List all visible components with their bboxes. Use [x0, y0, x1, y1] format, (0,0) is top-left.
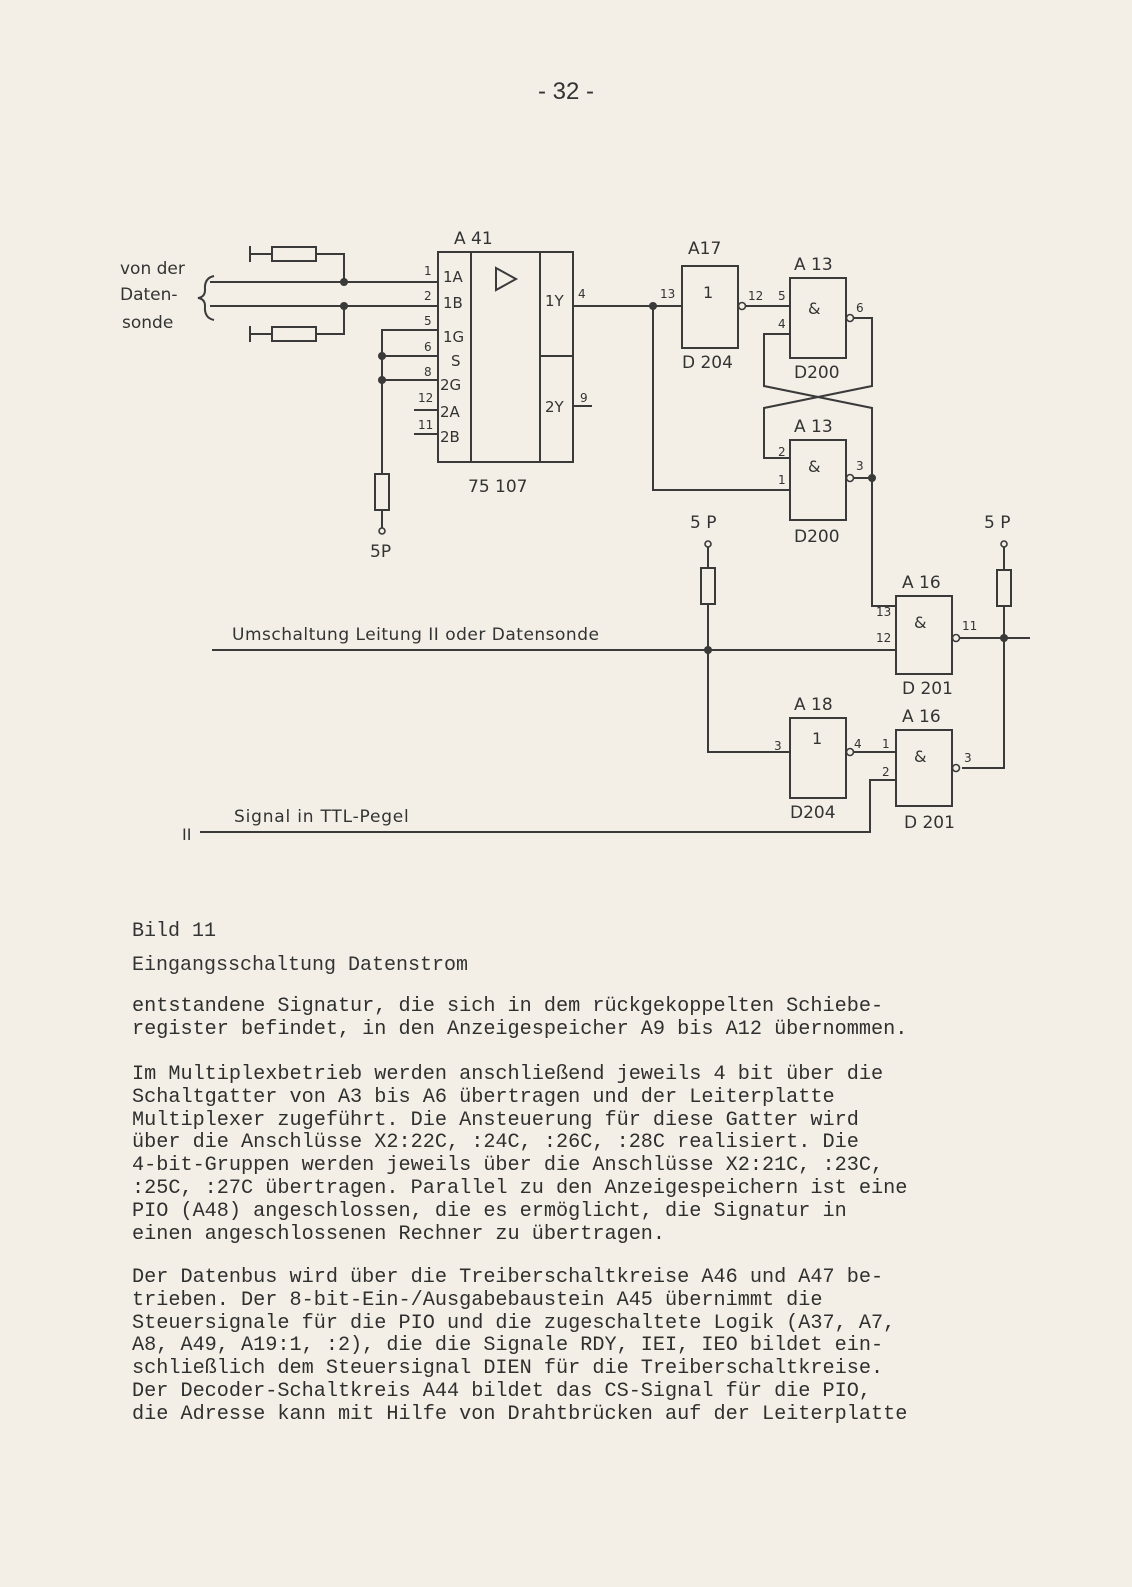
- a41-type: 75 107: [468, 477, 528, 497]
- a41-dividers: [471, 252, 573, 462]
- a13-top-ref: A 13: [794, 255, 833, 275]
- a17-pin-in: 13: [660, 287, 676, 301]
- a13-bot-chip: [790, 440, 846, 520]
- resistor-5p-middle: [701, 568, 715, 604]
- page-number: - 32 -: [537, 78, 594, 105]
- a18-pin-in: 3: [774, 739, 782, 753]
- a41-out-1y: 1Y: [545, 292, 564, 310]
- a16-bot-pin-in1: 1: [882, 737, 890, 751]
- text-line: trieben. Der 8-bit-Ein-/Ausgabebaustein A45 übernimmt die: [132, 1288, 823, 1312]
- a41-pin-2: 2: [424, 289, 432, 303]
- a13-bot-pin-in1: 2: [778, 445, 786, 459]
- a13-top-chip: [790, 278, 846, 358]
- a41-out-2y: 2Y: [545, 398, 564, 416]
- a41-label-1a: 1A: [443, 268, 463, 286]
- a16-top-inverter-bubble: [953, 635, 960, 642]
- a13-top-symbol: &: [808, 299, 821, 318]
- text-line: Der Datenbus wird über die Treiberschaltkreise A46 und A47 be-: [132, 1266, 884, 1289]
- a41-pin-8: 8: [424, 365, 432, 379]
- a41-pin-1: 1: [424, 264, 432, 278]
- a13-top-pin-out: 6: [856, 301, 864, 315]
- a41-label-2a: 2A: [440, 403, 460, 421]
- a16-bot-pin-out: 3: [964, 751, 972, 765]
- a13-bot-ref: A 13: [794, 417, 833, 437]
- a18-symbol: 1: [812, 729, 823, 748]
- junction: [340, 302, 348, 310]
- text-line: 4-bit-Gruppen werden jeweils über die Anschlüsse X2:21C, :23C,: [132, 1154, 884, 1178]
- text-line: die Adresse kann mit Hilfe von Drahtbrücken auf der Leiterplatte: [132, 1402, 908, 1426]
- text-line: A8, A49, A19:1, :2), die die Signale RDY, IEI, IEO bildet ein-: [132, 1334, 884, 1358]
- text-line: :25C, :27C übertragen. Parallel zu den Anzeigespeichern ist eine: [132, 1176, 908, 1200]
- a41-ref: A 41: [454, 229, 493, 249]
- a16-top-pin-out: 11: [962, 619, 978, 633]
- supply-terminal: [1001, 541, 1007, 547]
- a16-bot-chip: [896, 730, 952, 806]
- text-line: entstandene Signatur, die sich in dem rückgekoppelten Schiebe-: [132, 995, 884, 1018]
- a41-label-2g: 2G: [440, 376, 462, 394]
- a16-bot-type: D 201: [904, 813, 955, 833]
- supply-terminal: [705, 541, 711, 547]
- a17-pin-out: 12: [748, 289, 764, 303]
- text-line: PIO (A48) angeschlossen, die es ermöglicht, die Signatur in: [132, 1199, 847, 1223]
- a13-bot-inverter-bubble: [847, 475, 854, 482]
- a41-label-s: S: [451, 352, 461, 370]
- a18-type: D204: [790, 803, 836, 823]
- a16-top-chip: [896, 596, 952, 674]
- a16-bot-pin-in2: 2: [882, 765, 890, 779]
- input-label-line-3: sonde: [122, 313, 174, 333]
- resistor-bottom: [272, 327, 316, 341]
- paragraph-1: [132, 996, 1032, 1042]
- junction: [378, 376, 386, 384]
- a41-label-1b: 1B: [443, 294, 463, 312]
- roman-ii-label: II: [182, 825, 192, 844]
- a18-ref: A 18: [794, 695, 833, 715]
- a13-top-pin-in1: 5: [778, 289, 786, 303]
- text-line: schließlich dem Steuersignal DIEN für die Treiberschaltkreise.: [132, 1357, 884, 1381]
- junction: [378, 352, 386, 360]
- input-label-line-2: Daten-: [120, 285, 178, 305]
- a13-bot-type: D200: [794, 527, 840, 547]
- resistor-top-wire: [250, 246, 344, 282]
- resistor-top: [272, 247, 316, 261]
- text-line: einen angeschlossenen Rechner zu übertragen.: [132, 1222, 666, 1246]
- junction: [868, 474, 876, 482]
- input-label-line-1: von der: [120, 259, 185, 279]
- a41-pin-9: 9: [580, 391, 588, 405]
- a41-label-1g: 1G: [443, 328, 465, 346]
- a17-chip: [682, 266, 738, 348]
- resistor-5p-left: [375, 474, 389, 510]
- junction: [340, 278, 348, 286]
- resistor-bottom-wire: [250, 306, 344, 342]
- text-line: Multiplexer zugeführt. Die Ansteuerung für diese Gatter wird: [132, 1108, 859, 1132]
- a16-top-pin-in2: 12: [876, 631, 892, 645]
- a17-inverter-bubble: [739, 303, 746, 310]
- supply-terminal: [379, 528, 385, 534]
- a41-pin-4: 4: [578, 287, 586, 301]
- paragraph-2: [132, 1064, 1032, 1246]
- a16-bot-ref: A 16: [902, 707, 941, 727]
- a16-top-ref: A 16: [902, 573, 941, 593]
- supply-5p-middle: 5 P: [690, 513, 717, 533]
- a13-top-inverter-bubble: [847, 315, 854, 322]
- text-line: Steuersignale für die PIO und die zugeschaltete Logik (A37, A7,: [132, 1311, 896, 1335]
- a16-top-type: D 201: [902, 679, 953, 699]
- supply-5p-left: 5P: [370, 542, 392, 562]
- a16-top-symbol: &: [914, 613, 927, 632]
- text-line: über die Anschlüsse X2:22C, :24C, :26C, :28C realisiert. Die: [132, 1131, 859, 1155]
- a17-symbol: 1: [703, 283, 714, 302]
- junction: [1000, 634, 1008, 642]
- a41-pin-11: 11: [418, 418, 434, 432]
- supply-5p-right: 5 P: [984, 513, 1011, 533]
- a16-bot-inverter-bubble: [953, 765, 960, 772]
- text-line: Im Multiplexbetrieb werden anschließend jeweils 4 bit über die: [132, 1063, 884, 1086]
- wire-a13bot-a16top: [854, 478, 896, 606]
- a41-label-2b: 2B: [440, 428, 460, 446]
- a13-top-pin-in2: 4: [778, 317, 786, 331]
- a18-inverter-bubble: [847, 749, 854, 756]
- a41-pin-12: 12: [418, 391, 434, 405]
- text-line: register befindet, in den Anzeigespeicher A9 bis A12 übernommen.: [132, 1017, 908, 1041]
- a18-pin-out: 4: [854, 737, 862, 751]
- figure-title: Eingangsschaltung Datenstrom: [132, 954, 469, 977]
- a17-type: D 204: [682, 353, 733, 373]
- line-umschaltung-label: Umschaltung Leitung II oder Datensonde: [232, 625, 600, 645]
- a41-pin-5: 5: [424, 314, 432, 328]
- a16-bot-symbol: &: [914, 747, 927, 766]
- a13-bot-pin-in2: 1: [778, 473, 786, 487]
- a13-bot-pin-out: 3: [856, 459, 864, 473]
- figure-number: Bild 11: [132, 920, 217, 943]
- text-line: Der Decoder-Schaltkreis A44 bildet das CS-Signal für die PIO,: [132, 1379, 871, 1403]
- a41-triangle: [496, 268, 516, 290]
- a13-bot-symbol: &: [808, 457, 821, 476]
- a41-pin-6: 6: [424, 340, 432, 354]
- text-line: Schaltgatter von A3 bis A6 übertragen und der Leiterplatte: [132, 1085, 835, 1109]
- resistor-5p-right: [997, 570, 1011, 606]
- paragraph-3: [132, 1267, 1032, 1427]
- line-signal-label: Signal in TTL-Pegel: [234, 807, 410, 827]
- a13-top-type: D200: [794, 363, 840, 383]
- a16-top-pin-in1: 13: [876, 605, 892, 619]
- junction: [704, 646, 712, 654]
- a17-ref: A17: [688, 239, 722, 259]
